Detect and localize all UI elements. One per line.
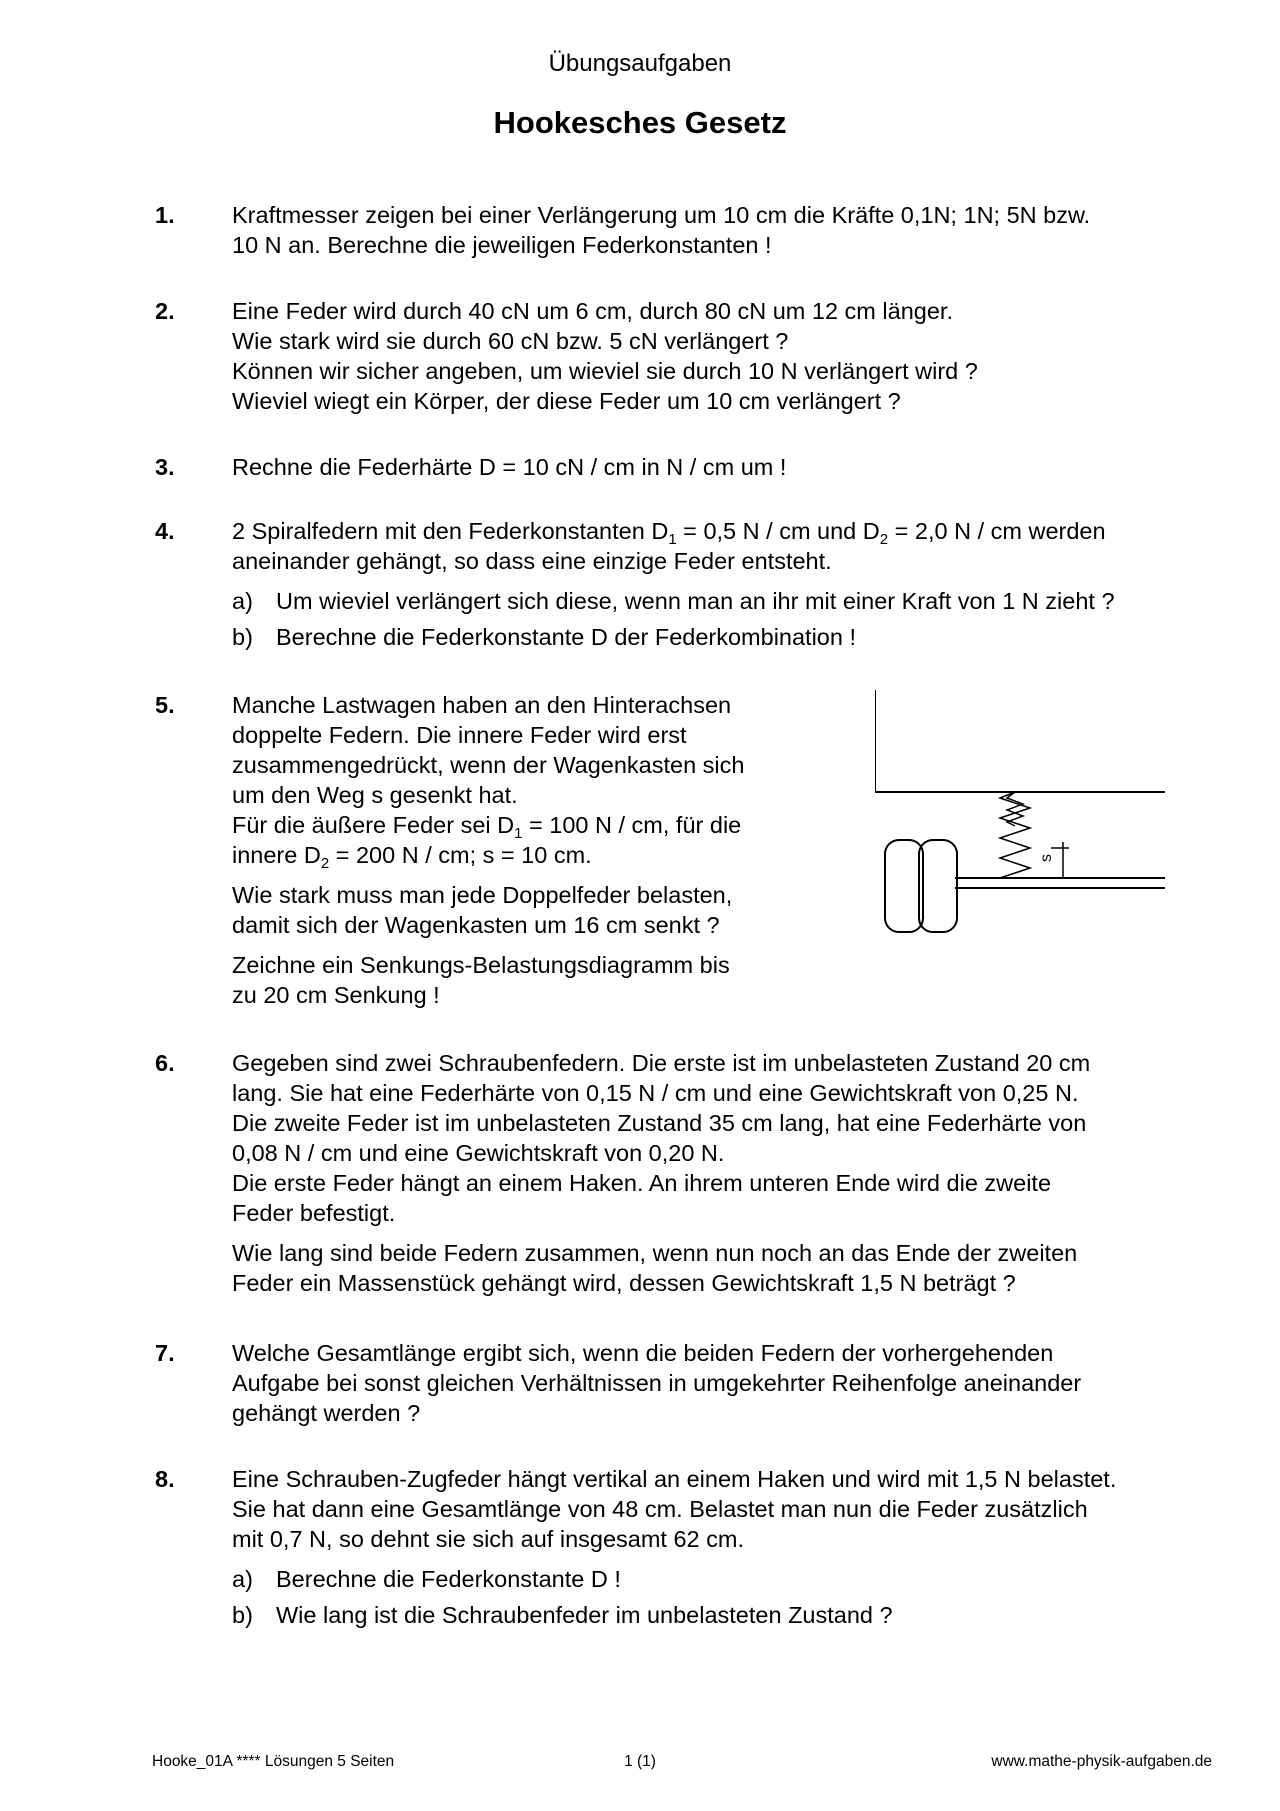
task-text-line: damit sich der Wagenkasten um 16 cm senkt ? <box>232 912 720 938</box>
task-text-line: Eine Feder wird durch 40 cN um 6 cm, durch 80 cN um 12 cm länger. <box>232 298 953 324</box>
wheel-right <box>919 840 957 932</box>
task-text-line: Kraftmesser zeigen bei einer Verlängerung um 10 cm die Kräfte 0,1N; 1N; 5N bzw. <box>232 202 1091 228</box>
wheel-left <box>885 840 923 932</box>
task-6 <box>155 1048 1215 1298</box>
task-3 <box>155 452 1215 482</box>
task-number: 1. <box>155 202 175 228</box>
task-number: 8. <box>155 1466 175 1492</box>
subtask-b: b) Wie lang ist die Schraubenfeder im unbelasteten Zustand ? <box>232 1602 893 1628</box>
task-text-line: Sie hat dann eine Gesamtlänge von 48 cm. Belastet man nun die Feder zusätzlich <box>232 1496 1088 1522</box>
task-number: 6. <box>155 1050 175 1076</box>
task-number: 3. <box>155 454 175 480</box>
page-title: Hookesches Gesetz <box>493 105 787 140</box>
task-text-line: zusammengedrückt, wenn der Wagenkasten sich <box>232 752 745 778</box>
task-number: 5. <box>155 692 175 718</box>
task-text-line: 10 N an. Berechne die jeweiligen Federkonstanten ! <box>232 232 772 258</box>
task-text-line: Die erste Feder hängt an einem Haken. An ihrem unteren Ende wird die zweite <box>232 1170 1052 1196</box>
task-text-line: aneinander gehängt, so dass eine einzige Feder entsteht. <box>232 548 832 574</box>
task-text-line: Feder ein Massenstück gehängt wird, dessen Gewichtskraft 1,5 N beträgt ? <box>232 1270 1016 1296</box>
task-text-line: 2 Spiralfedern mit den Federkonstanten $D_1 = 0,5$ N / cm und $D_2 = 2,0$ N / cm werden <box>232 518 1106 548</box>
task-text-line: innere $D_2 = 200$ N / cm; s = 10 cm. <box>232 842 592 872</box>
task-text-line: Gegeben sind zwei Schraubenfedern. Die erste ist im unbelasteten Zustand 20 cm <box>232 1050 1091 1076</box>
task-number: 2. <box>155 298 175 324</box>
task-8 <box>155 1464 1215 1630</box>
dimension-label-s: s <box>1038 854 1055 862</box>
inner-spring <box>1007 792 1023 826</box>
task-text-line: zu 20 cm Senkung ! <box>232 982 440 1008</box>
task-text-line: Die zweite Feder ist im unbelasteten Zustand 35 cm lang, hat eine Federhärte von <box>232 1110 1087 1136</box>
task-text-line: gehängt werden ? <box>232 1400 421 1426</box>
subtask-a: a) Um wieviel verlängert sich diese, wenn man an ihr mit einer Kraft von 1 N zieht ? <box>232 588 1115 614</box>
task-text-line: Wie stark muss man jede Doppelfeder belasten, <box>232 882 733 908</box>
task-text-line: Welche Gesamtlänge ergibt sich, wenn die beiden Federn der vorhergehenden <box>232 1340 1054 1366</box>
task-text-line: um den Weg s gesenkt hat. <box>232 782 518 808</box>
task-text-line: Manche Lastwagen haben an den Hinterachsen <box>232 692 732 718</box>
task-1 <box>155 200 1215 260</box>
task-text-line: Können wir sicher angeben, um wieviel sie durch 10 N verlängert wird ? <box>232 358 978 384</box>
task-2 <box>155 296 1215 416</box>
task-text-line: Wieviel wiegt ein Körper, der diese Feder um 10 cm verlängert ? <box>232 388 901 414</box>
task-number: 4. <box>155 518 175 544</box>
subtask-b: b) Berechne die Federkonstante D der Federkombination ! <box>232 624 856 650</box>
task-text-line: Wie stark wird sie durch 60 cN bzw. 5 cN verlängert ? <box>232 328 789 354</box>
task-text-line: Eine Schrauben-Zugfeder hängt vertikal an einem Haken und wird mit 1,5 N belastet. <box>232 1466 1117 1492</box>
outer-spring <box>1000 792 1030 878</box>
subtask-a: a) Berechne die Federkonstante D ! <box>232 1566 621 1592</box>
task-text-line: Wie lang sind beide Federn zusammen, wenn nun noch an das Ende der zweiten <box>232 1240 1078 1266</box>
task-number: 7. <box>155 1340 175 1366</box>
footer-page-number: 1 (1) <box>624 1753 656 1770</box>
task-text-line: mit 0,7 N, so dehnt sie sich auf insgesamt 62 cm. <box>232 1526 745 1552</box>
task-text-line: Aufgabe bei sonst gleichen Verhältnissen in umgekehrter Reihenfolge aneinander <box>232 1370 1082 1396</box>
task-text-line: Zeichne ein Senkungs-Belastungsdiagramm bis <box>232 952 730 978</box>
page-subtitle: Übungsaufgaben <box>548 50 732 77</box>
task-4 <box>155 516 1215 652</box>
task-text-line: Für die äußere Feder sei $D_1 = 100$ N / cm, für die <box>232 812 742 842</box>
footer-website-link[interactable]: www.mathe-physik-aufgaben.de <box>991 1753 1212 1770</box>
task-text-line: Feder befestigt. <box>232 1200 396 1226</box>
task-text-line: 0,08 N / cm und eine Gewichtskraft von 0,20 N. <box>232 1140 725 1166</box>
truck-spring-diagram <box>875 690 1175 940</box>
task-text-line: lang. Sie hat eine Federhärte von 0,15 N / cm und eine Gewichtskraft von 0,25 N. <box>232 1080 1079 1106</box>
task-text-line: doppelte Federn. Die innere Feder wird erst <box>232 722 687 748</box>
footer-doc-id: Hooke_01A **** Lösungen 5 Seiten <box>152 1753 395 1770</box>
task-7 <box>155 1338 1215 1428</box>
task-text-line: Rechne die Federhärte D = 10 cN / cm in N / cm um ! <box>232 454 787 480</box>
